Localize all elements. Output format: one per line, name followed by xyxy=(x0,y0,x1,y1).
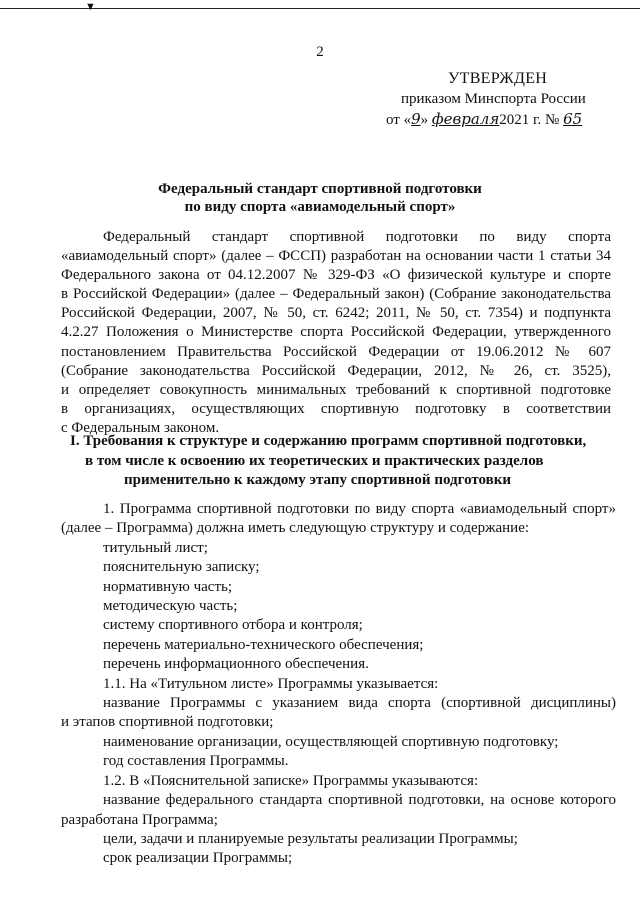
intro-line: и определяет совокупность минимальных требований к спортивной подготовке xyxy=(61,381,611,398)
intro-paragraph xyxy=(61,228,611,438)
body-line: и этапов спортивной подготовки; xyxy=(61,714,274,731)
body-line: срок реализации Программы; xyxy=(103,850,293,867)
document-title xyxy=(0,180,640,216)
body-line: разработана Программа; xyxy=(61,811,218,828)
intro-line: Российской Федерации, 2007, № 50, ст. 6242; 2011, № 50, ст. 7354) и подпункта xyxy=(61,305,611,322)
approval-title: УТВЕРЖДЕН xyxy=(448,70,548,87)
body-line: (далее – Программа) должна иметь следующую структуру и содержание: xyxy=(61,520,530,537)
handwritten-order-number: 65 xyxy=(563,110,583,128)
body-line: перечень информационного обеспечения. xyxy=(103,656,369,673)
body-line: название Программы с указанием вида спорта (спортивной дисциплины) xyxy=(103,695,616,712)
body-line: название федерального стандарта спортивной подготовки, на основе которого xyxy=(103,792,616,809)
document-title-line-1: Федеральный стандарт спортивной подготовки xyxy=(158,181,482,197)
body-line: методическую часть; xyxy=(103,598,238,615)
body-line: цели, задачи и планируемые результаты реализации Программы; xyxy=(103,830,518,847)
body-line: 1.2. В «Пояснительной записке» Программы указываются: xyxy=(103,772,479,789)
approval-block xyxy=(386,69,616,130)
scan-top-mark: ▼ xyxy=(85,1,96,13)
intro-line: Федерального закона от 04.12.2007 № 329-ФЗ «О физической культуре и спорте xyxy=(61,267,611,284)
intro-line: с Федеральным законом. xyxy=(61,419,220,436)
handwritten-month: февраля xyxy=(431,110,500,128)
approval-order-line: приказом Минспорта России xyxy=(401,91,586,107)
intro-line: (Собрание законодательства Российской Федерации, 2012, № 26, ст. 3525), xyxy=(61,362,611,379)
section-heading-line-2: в том числе к освоению их теоретических и практических разделов xyxy=(85,452,544,469)
body-line: пояснительную записку; xyxy=(103,559,260,576)
intro-line: постановлением Правительства Российской Федерации от 19.06.2012 № 607 xyxy=(61,343,611,360)
body-line: 1. Программа спортивной подготовки по виду спорта «авиамодельный спорт» xyxy=(103,501,616,517)
intro-line: «авиамодельный спорт» (далее – ФССП) разработан на основании части 1 статьи 34 xyxy=(61,248,611,265)
page-number: 2 xyxy=(316,44,324,60)
section-1-body xyxy=(61,500,616,869)
section-heading-line-3: применительно к каждому этапу спортивной подготовки xyxy=(124,472,512,488)
intro-line: в Российской Федерации» (далее – Федеральный закон) (Собрание законодательства xyxy=(61,286,611,303)
section-heading-line-1: I. Требования к структуре и содержанию программ спортивной подготовки, xyxy=(70,433,587,449)
document-title-line-2: по виду спорта «авиамодельный спорт» xyxy=(184,199,456,215)
body-line: наименование организации, осуществляющей спортивную подготовку; xyxy=(103,733,559,750)
section-1-heading xyxy=(70,432,615,491)
body-line: перечень материально-технического обеспечения; xyxy=(103,636,424,653)
intro-line: Федеральный стандарт спортивной подготовки по виду спорта xyxy=(103,229,611,245)
body-line: нормативную часть; xyxy=(103,578,233,595)
scan-top-line xyxy=(0,8,640,9)
body-line: 1.1. На «Титульном листе» Программы указывается: xyxy=(103,675,439,692)
date-mid: » xyxy=(420,112,429,128)
year-number-label: 2021 г. № xyxy=(499,112,560,128)
intro-line: 4.2.27 Положения о Министерстве спорта Российской Федерации, утвержденного xyxy=(61,324,611,341)
handwritten-day: 9 xyxy=(411,110,421,128)
body-line: титульный лист; xyxy=(103,539,208,556)
body-line: систему спортивного отбора и контроля; xyxy=(103,617,363,634)
intro-line: в организациях, осуществляющих спортивную подготовку в соответствии xyxy=(61,400,611,417)
approval-date-line xyxy=(386,109,616,130)
body-line: год составления Программы. xyxy=(103,753,289,770)
date-prefix: от « xyxy=(386,112,412,128)
